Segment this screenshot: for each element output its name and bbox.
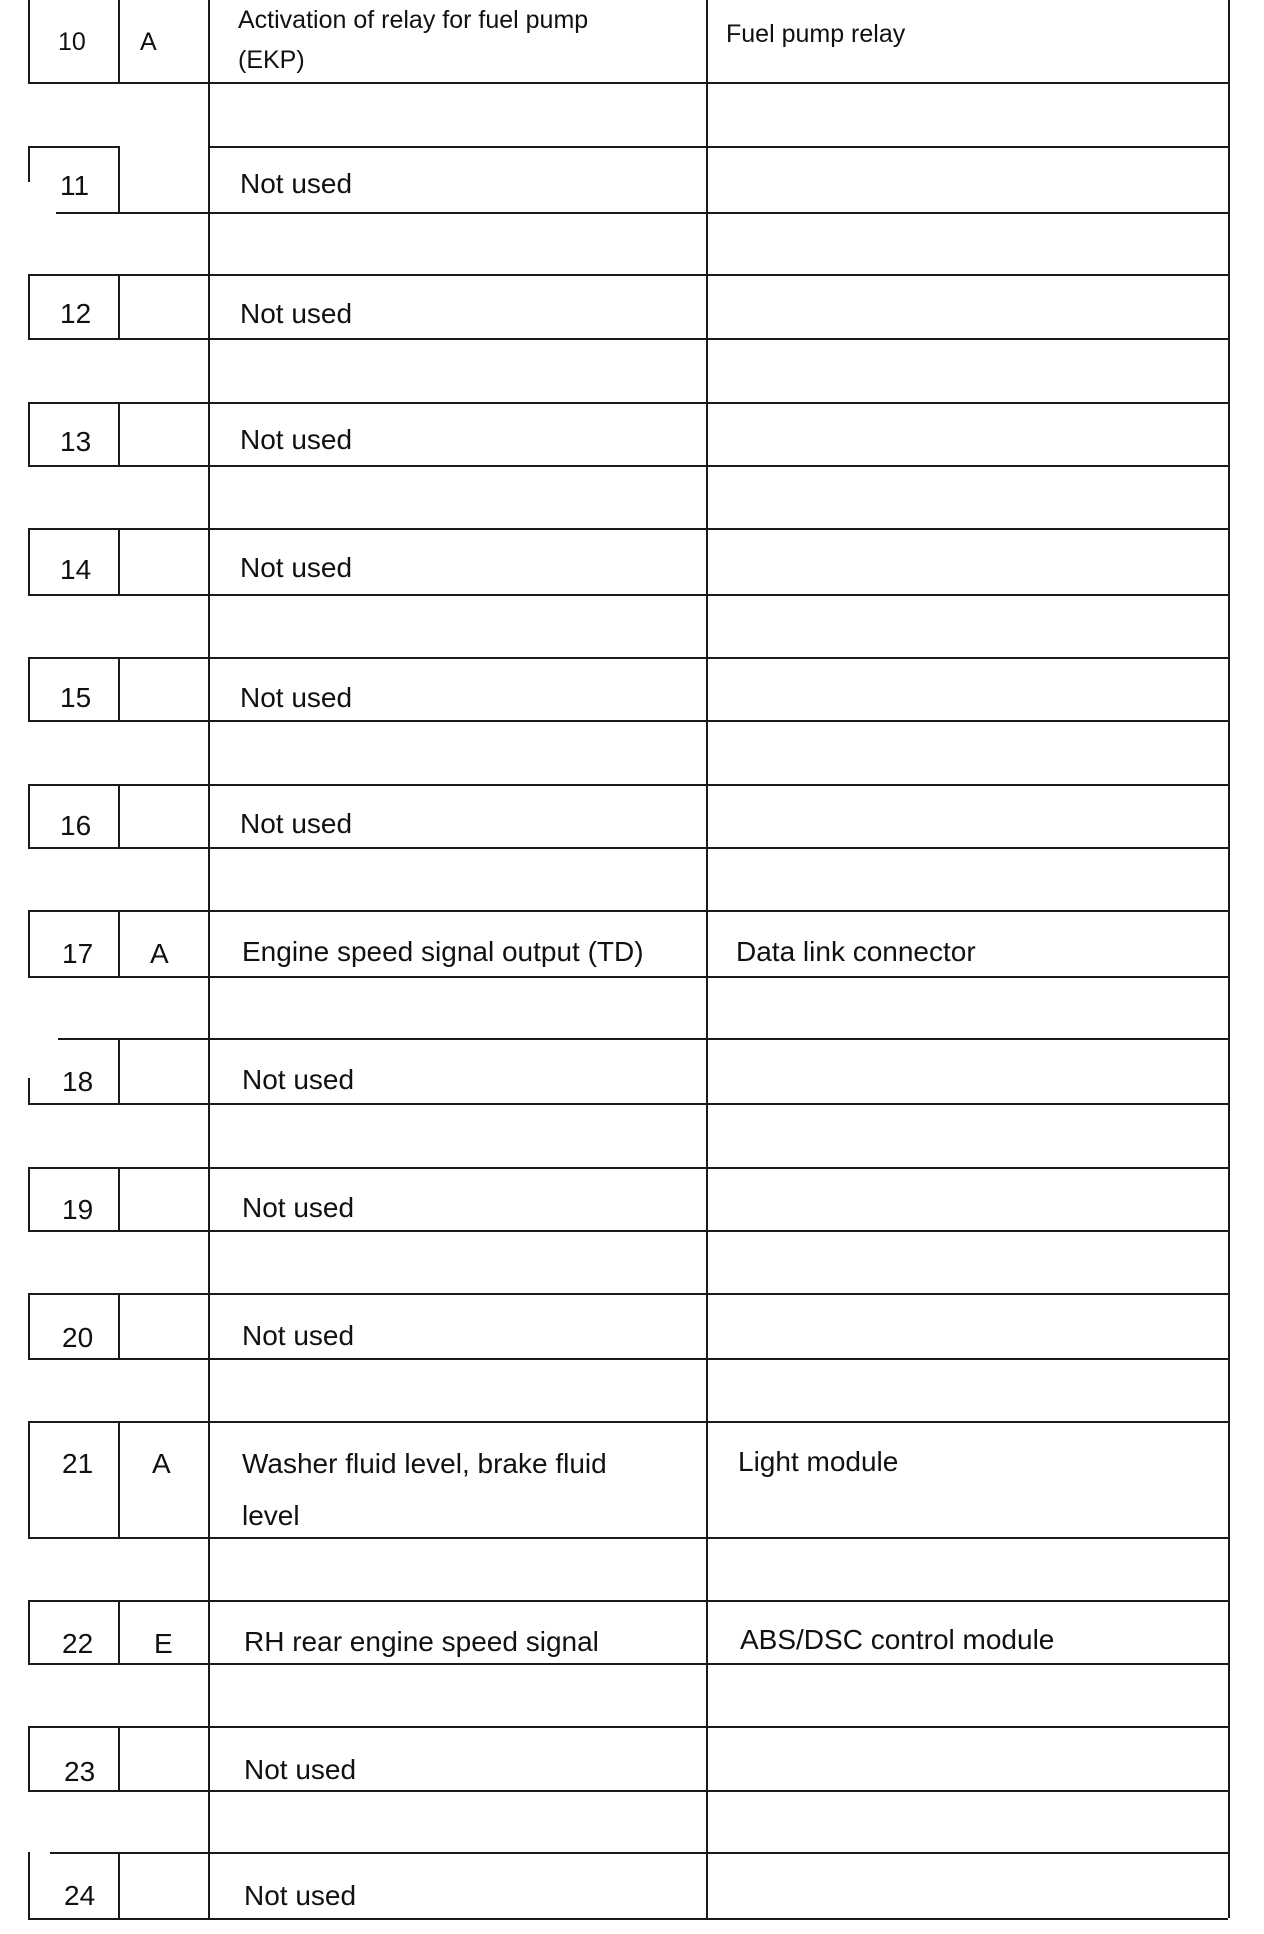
pin-type: A	[150, 938, 169, 969]
column-divider	[118, 784, 120, 847]
column-divider	[28, 0, 30, 82]
column-divider	[28, 657, 30, 720]
row-divider	[50, 1852, 208, 1854]
pin-number: 15	[60, 682, 92, 713]
pin-number: 24	[64, 1880, 96, 1911]
pin-number: 20	[62, 1322, 94, 1353]
row-divider	[208, 1293, 1228, 1295]
column-divider	[118, 402, 120, 465]
row-divider	[208, 1852, 1228, 1854]
column-divider	[118, 657, 120, 720]
pin-description: Not used	[240, 298, 353, 329]
pin-number: 11	[60, 170, 90, 201]
column-divider	[28, 402, 30, 465]
pin-description: Not used	[242, 1320, 355, 1351]
column-divider	[118, 1421, 120, 1537]
pin-number: 13	[60, 426, 92, 457]
pin-number: 16	[60, 810, 92, 841]
row-divider	[28, 1918, 1228, 1920]
pin-description: Not used	[240, 552, 353, 583]
pin-number: 12	[60, 298, 92, 329]
pin-description: Not used	[242, 1192, 355, 1223]
row-divider	[208, 1421, 1228, 1423]
pin-description: Not used	[242, 1064, 355, 1095]
row-divider	[208, 1726, 1228, 1728]
column-divider	[706, 0, 708, 1918]
column-divider	[28, 1726, 30, 1790]
column-divider	[28, 1293, 30, 1358]
column-divider	[28, 1852, 30, 1918]
pin-description: Not used	[240, 808, 353, 839]
row-divider	[56, 212, 1228, 214]
pin-description: Not used	[244, 1880, 357, 1911]
column-divider	[118, 1600, 120, 1663]
pin-description: Not used	[240, 168, 353, 199]
pin-description: Activation of relay for fuel pump (EKP)	[238, 6, 589, 74]
column-divider	[28, 910, 30, 976]
row-divider	[208, 1600, 1228, 1602]
connected-component: Data link connector	[736, 936, 976, 967]
row-divider	[208, 1038, 1228, 1040]
column-divider	[1228, 0, 1230, 1918]
column-divider	[118, 146, 120, 212]
column-divider	[28, 146, 30, 182]
column-divider	[118, 1038, 120, 1103]
column-divider	[118, 1167, 120, 1230]
column-divider	[118, 528, 120, 594]
pin-type: A	[140, 28, 157, 56]
column-divider	[118, 0, 120, 82]
pin-description: Not used	[240, 682, 353, 713]
column-divider	[208, 0, 210, 1918]
pin-number: 17	[62, 938, 94, 969]
pin-description: Not used	[244, 1754, 357, 1785]
column-divider	[118, 1726, 120, 1790]
pin-number: 10	[58, 28, 86, 56]
pin-type: A	[152, 1448, 171, 1479]
row-divider	[208, 657, 1228, 659]
column-divider	[28, 1421, 30, 1537]
row-divider	[208, 274, 1228, 276]
column-divider	[118, 1293, 120, 1358]
row-divider	[208, 402, 1228, 404]
row-divider	[208, 528, 1228, 530]
pin-description: RH rear engine speed signal	[244, 1626, 599, 1657]
connected-component: Fuel pump relay	[726, 20, 906, 48]
column-divider	[28, 784, 30, 847]
row-divider	[208, 146, 1228, 148]
row-divider	[208, 910, 1228, 912]
pin-description: Not used	[240, 424, 353, 455]
pin-description: Washer fluid level, brake fluid level	[242, 1448, 607, 1531]
connected-component: Light module	[738, 1446, 899, 1477]
row-divider	[208, 784, 1228, 786]
row-divider	[28, 146, 118, 148]
column-divider	[28, 528, 30, 594]
pin-number: 22	[62, 1628, 94, 1659]
column-divider	[28, 1167, 30, 1230]
pin-type: E	[154, 1628, 173, 1659]
pin-number: 23	[64, 1756, 96, 1787]
row-divider	[58, 1038, 208, 1040]
column-divider	[118, 910, 120, 976]
column-divider	[28, 1600, 30, 1663]
row-divider	[208, 1167, 1228, 1169]
pin-number: 19	[62, 1194, 94, 1225]
connected-component: ABS/DSC control module	[740, 1624, 1055, 1655]
pin-description: Engine speed signal output (TD)	[242, 936, 644, 967]
column-divider	[118, 1852, 120, 1918]
pin-number: 21	[62, 1448, 94, 1479]
pin-number: 14	[60, 554, 92, 585]
column-divider	[118, 274, 120, 338]
pin-number: 18	[62, 1066, 94, 1097]
column-divider	[28, 1078, 30, 1103]
column-divider	[28, 274, 30, 338]
